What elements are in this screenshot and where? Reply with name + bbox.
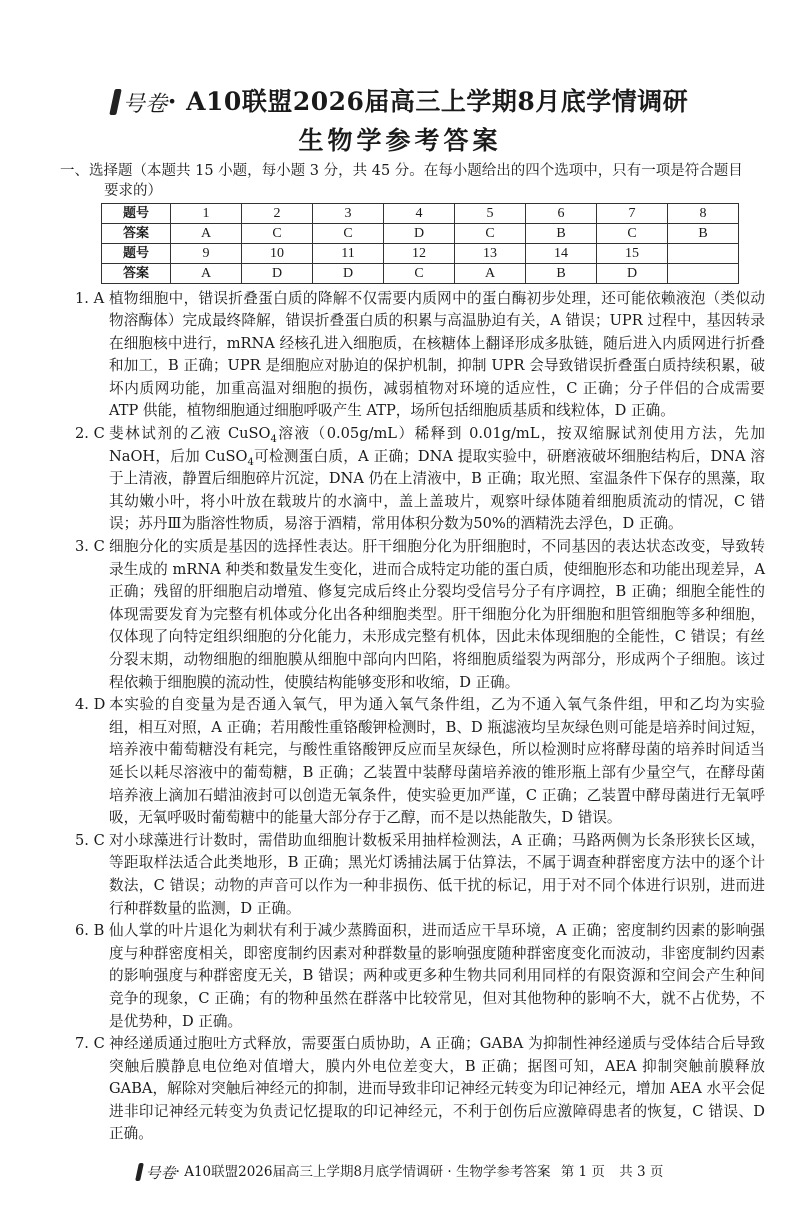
answer-cell: C xyxy=(242,223,313,243)
text-run: 可检测蛋白质，A 正确；DNA 提取实验中，研磨液破坏细胞结构后，DNA 溶于上清液，静置后细胞碎片沉淀，DNA 仍在上清液中，B 正确；取光照、室温条件下保存的黑藻，取其幼嫩小叶，将小叶放在载玻片的水滴中，盖上盖玻片，观察叶绿体随着细胞质流动的情况，C 错误；苏丹Ⅲ为脂溶性物质，易溶于酒精，常用体积分数为50%的酒精洗去浮色，D 正确。 xyxy=(109,447,765,533)
answer-explanation xyxy=(75,536,765,694)
question-label: 1. A xyxy=(75,289,105,307)
question-number-cell: 13 xyxy=(455,243,526,263)
answer-cell: D xyxy=(597,263,668,283)
question-number-cell: 12 xyxy=(384,243,455,263)
question-number-cell: 1 xyxy=(171,203,242,223)
row-header: 题号 xyxy=(102,243,171,263)
question-label: 6. B xyxy=(75,922,105,940)
explanation-text: 细胞分化的实质是基因的选择性表达。肝干细胞分化为肝细胞时，不同基因的表达状态改变，导致转录生成的 mRNA 种类和数量发生变化，进而合成特定功能的蛋白质，使细胞形态和功能出现差异，A 正确；残留的肝细胞启动增殖、修复完成后终止分裂均受信号分子有序调控，B 正确；细胞全能性的体现需要发育为完整有机体或分化出各种细胞类型。肝干细胞分化为肝细胞和胆管细胞等多种细胞，仅体现了向特定组织细胞的分化能力，未形成完整有机体，因此未体现细胞的全能性，C 错误；有丝分裂末期，动物细胞的细胞膜从细胞中部向内凹陷，将细胞质缢裂为两部分，形成两个子细胞。该过程依赖于细胞膜的流动性，使膜结构能够变形和收缩，D 正确。 xyxy=(109,538,765,691)
row-header: 答案 xyxy=(102,263,171,283)
answer-cell: A xyxy=(455,263,526,283)
question-number-cell: 14 xyxy=(526,243,597,263)
answer-cell: B xyxy=(668,223,739,243)
table-row xyxy=(102,223,739,243)
question-label: 7. C xyxy=(75,1035,105,1053)
answer-explanation xyxy=(75,1033,765,1146)
answer-cell: C xyxy=(313,223,384,243)
section-heading-cont: 要求的） xyxy=(104,182,162,199)
question-number-cell: 10 xyxy=(242,243,313,263)
question-number-cell: 4 xyxy=(384,203,455,223)
page-number: 第 1 页 xyxy=(560,1164,605,1181)
answer-cell: C xyxy=(597,223,668,243)
explanation-text: 仙人掌的叶片退化为刺状有利于减少蒸腾面积，进而适应干旱环境，A 正确；密度制约因素的影响强度与种群密度相关，即密度制约因素对种群数量的影响强度随种群密度变化而波动，非密度制约因素的影响强度与种群密度无关，B 错误；两种或更多种生物共同利用同样的有限资源和空间会产生种间竞争的现象，C 正确；有的物种虽然在群落中比较常见，但对其他物种的影响不大，就不占优势，不是优势种，D 正确。 xyxy=(109,922,765,1030)
answer-cell: B xyxy=(526,263,597,283)
explanation-text: 神经递质通过胞吐方式释放，需要蛋白质协助，A 正确；GABA 为抑制性神经递质与受体结合后导致突触后膜静息电位绝对值增大，膜内外电位差变大，B 正确；据图可知，AEA 抑制突触前膜释放 GABA，解除对突触后神经元的抑制，进而导致非印记神经元转变为印记神经元，增加 AEA 水平会促进非印记神经元转变为负责记忆提取的印记神经元，不利于创伤后应激障碍患者的恢复，C 错误、D 正确。 xyxy=(109,1035,765,1143)
answer-cell: A xyxy=(171,223,242,243)
answer-cell: D xyxy=(384,223,455,243)
row-header: 答案 xyxy=(102,223,171,243)
question-number-cell xyxy=(668,243,739,263)
footer-logo xyxy=(137,1162,176,1183)
answer-explanation xyxy=(75,920,765,1033)
question-label: 4. D xyxy=(75,696,106,714)
question-number-cell: 3 xyxy=(313,203,384,223)
subscript: 4 xyxy=(270,433,277,445)
question-label: 2. C xyxy=(75,425,105,443)
answer-explanation xyxy=(75,288,765,424)
answer-explanation xyxy=(75,694,765,830)
answer-explanation xyxy=(75,423,765,536)
explanation-text xyxy=(109,423,765,536)
title-text: · A10联盟2026届高三上学期8月底学情调研 xyxy=(167,87,689,116)
question-number-cell: 8 xyxy=(668,203,739,223)
page-total: 共 3 页 xyxy=(619,1164,664,1181)
explanation-text: 植物细胞中，错误折叠蛋白质的降解不仅需要内质网中的蛋白酶初步处理，还可能依赖液泡（类似动物溶酶体）完成最终降解，错误折叠蛋白质的积累与高温胁迫有关，A 错误；UPR 过程中，基因转录在细胞核中进行，mRNA 经核孔进入细胞质，在核糖体上翻译形成多肽链，随后进入内质网进行折叠和加工，B 正确；UPR 是细胞应对胁迫的保护机制，抑制 UPR 会导致错误折叠蛋白质持续积累，破坏内质网功能，加重高温对细胞的损伤，减弱植物对环境的适应性，C 正确；分子伴侣的合成需要 ATP 供能，植物细胞通过细胞呼吸产生 ATP，场所包括细胞质基质和线粒体，D 正确。 xyxy=(109,289,765,420)
section-heading xyxy=(60,161,750,201)
question-label: 3. C xyxy=(75,538,105,556)
text-run: 斐林试剂的乙液 CuSO xyxy=(109,425,271,443)
section-heading-line: 一、选择题（本题共 15 小题，每小题 3 分，共 45 分。在每小题给出的四个选项中，只有一项是符合题目 xyxy=(60,162,743,179)
explanation-text: 对小球藻进行计数时，需借助血细胞计数板采用抽样检测法，A 正确；马路两侧为长条形狭长区域，等距取样法适合此类地形，B 正确；黑光灯诱捕法属于估算法，不属于调查种群密度方法中的逐个计数法，C 错误；动物的声音可以作为一种非损伤、低干扰的标记，用于对不同个体进行识别，进而进行种群数量的监测，D 正确。 xyxy=(109,831,765,917)
question-number-cell: 5 xyxy=(455,203,526,223)
footer-logo-text: 号卷 xyxy=(145,1164,176,1183)
answer-cell xyxy=(668,263,739,283)
page-footer xyxy=(0,1160,800,1183)
brush-stroke-icon xyxy=(109,89,122,115)
answer-cell: D xyxy=(242,263,313,283)
subscript: 4 xyxy=(247,456,254,468)
answer-cell: C xyxy=(384,263,455,283)
footer-text: · A10联盟2026届高三上学期8月底学情调研 · 生物学参考答案 xyxy=(175,1164,551,1181)
question-number-cell: 7 xyxy=(597,203,668,223)
document-subtitle: 生物学参考答案 xyxy=(298,125,502,155)
question-number-cell: 2 xyxy=(242,203,313,223)
logo-text: 号卷 xyxy=(122,91,168,117)
question-number-cell: 11 xyxy=(313,243,384,263)
question-number-cell: 9 xyxy=(171,243,242,263)
answer-table xyxy=(101,203,739,284)
document-title xyxy=(0,84,800,123)
table-row xyxy=(102,243,739,263)
question-number-cell: 15 xyxy=(597,243,668,263)
explanation-text: 本实验的自变量为是否通入氧气，甲为通入氧气条件组，乙为不通入氧气条件组，甲和乙均为实验组，相互对照，A 正确；若用酸性重铬酸钾检测时，B、D 瓶滤液均呈灰绿色则可能是培养时间过短，培养液中葡萄糖没有耗完，与酸性重铬酸钾反应而呈灰绿色，所以检测时应将酵母菌的培养时间适当延长以耗尽溶液中的葡萄糖，B 正确；乙装置中装酵母菌培养液的锥形瓶上部有少量空气，在酵母菌培养液上滴加石蜡油液封可以创造无氧条件，使实验更加严谨，C 正确；乙装置中酵母菌进行无氧呼吸，无氧呼吸时葡萄糖中的能量大部分存于乙醇，而不是以热能散失，D 错误。 xyxy=(109,696,765,827)
questions-list xyxy=(75,288,765,1147)
text-run: 溶液（0.05g/mL）稀释到 0.01g/mL，按双缩脲试剂使用方法，先加 NaOH，后加 CuSO xyxy=(109,425,765,465)
answer-cell: C xyxy=(455,223,526,243)
brand-logo xyxy=(112,85,168,123)
question-label: 5. C xyxy=(75,831,105,849)
answer-explanation xyxy=(75,830,765,920)
answer-cell: A xyxy=(171,263,242,283)
brush-stroke-icon xyxy=(135,1163,144,1181)
question-number-cell: 6 xyxy=(526,203,597,223)
table-row xyxy=(102,263,739,283)
row-header: 题号 xyxy=(102,203,171,223)
answer-cell: B xyxy=(526,223,597,243)
table-row xyxy=(102,203,739,223)
answer-cell: D xyxy=(313,263,384,283)
